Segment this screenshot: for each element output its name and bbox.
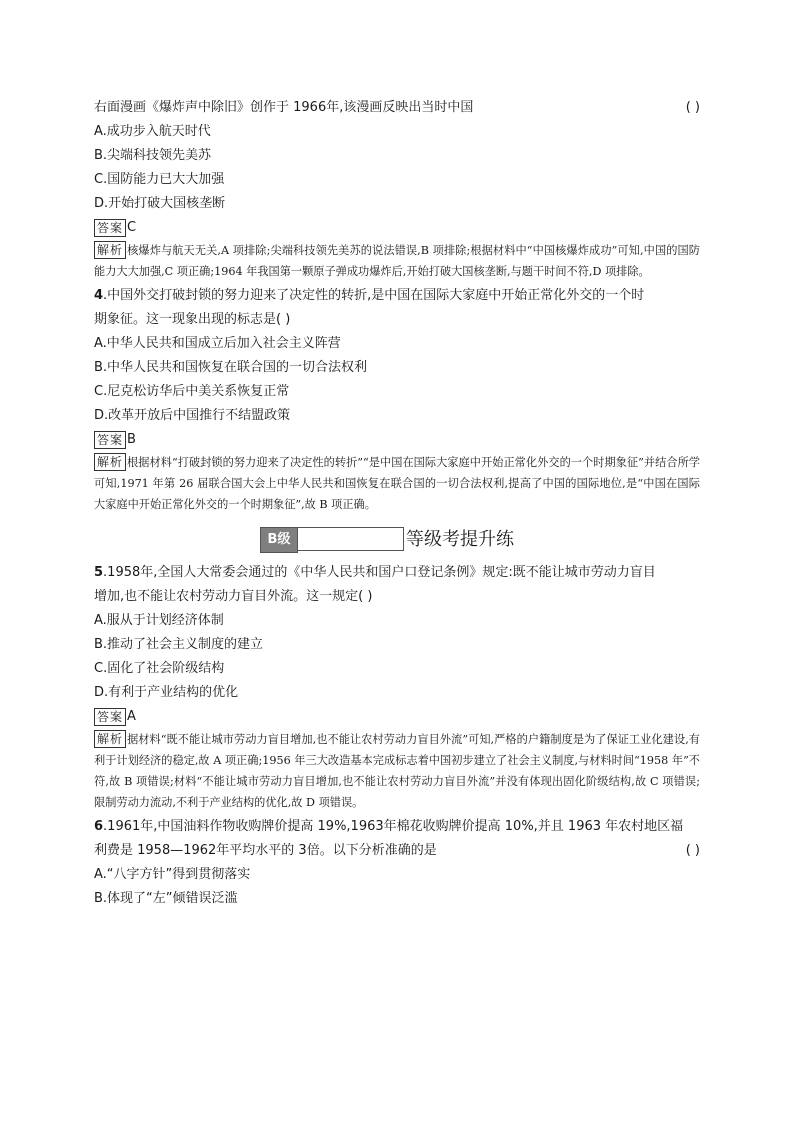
section-title: 等级考提升练 [406, 529, 514, 550]
question-6-stem-line1 [94, 815, 700, 839]
question-text: .1958年,全国人大常委会通过的《中华人民共和国户口登记条例》规定:既不能让城市劳动力盲目 [103, 565, 656, 580]
option-b: B.体现了“左”倾错误泛滥 [94, 891, 238, 906]
question-text: .中国外交打破封锁的努力迎来了决定性的转折,是中国在国际大家庭中开始正常化外交的一个时 [103, 288, 645, 303]
option-a: A.“八字方针”得到贯彻落实 [94, 867, 251, 882]
document-page [94, 96, 700, 911]
explanation-text: 根据材料“打破封锁的努力迎来了决定性的转折”“是中国在国际大家庭中开始正常化外交的一个时期象征”并结合所学可知,1971 年第 26 届联合国大会上中华人民共和国恢复在联合国的一切合法权利,提高了中国的国际地位,是“中国在国际大家庭中开始正常化外交的一个时期象征”,故 B 项正确。 [94, 456, 700, 511]
option-a: A.中华人民共和国成立后加入社会主义阵营 [94, 336, 341, 351]
explanation [94, 240, 700, 282]
option-a: A.服从于计划经济体制 [94, 613, 224, 628]
question-number: 4 [94, 288, 104, 303]
explanation [94, 452, 700, 515]
explanation-text: 核爆炸与航天无关,A 项排除;尖端科技领先美苏的说法错误,B 项排除;根据材料中“中国核爆炸成功”可知,中国的国防能力大大加强,C 项正确;1964 年我国第一颗原子弹成功爆炸后,开始打破大国核垄断,与题干时间不符,D 项排除。 [94, 244, 700, 278]
question-text: 右面漫画《爆炸声中除旧》创作于 1966年,该漫画反映出当时中国 [94, 100, 474, 115]
answer-tag: 答案 [94, 708, 126, 726]
explanation-tag: 解析 [94, 241, 126, 259]
answer-row [94, 428, 700, 452]
option-b: B.中华人民共和国恢复在联合国的一切合法权利 [94, 360, 368, 375]
question-text: .1961年,中国油料作物收购牌价提高 19%,1963年棉花收购牌价提高 10%,并且 1963 年农村地区福 [103, 819, 684, 834]
answer-value: C [127, 220, 137, 235]
level-badge: B级 [260, 527, 298, 553]
option-c: C.固化了社会阶级结构 [94, 661, 225, 676]
option-a: A.成功步入航天时代 [94, 124, 211, 139]
question-number: 6 [94, 819, 104, 834]
answer-blank: ( ) [685, 843, 700, 858]
question-number: 5 [94, 565, 104, 580]
question-5-stem-line1 [94, 561, 700, 585]
explanation [94, 729, 700, 813]
banner-frame [297, 527, 404, 551]
question-4-stem-line1 [94, 284, 700, 308]
question-6-stem-line2 [94, 839, 700, 863]
answer-value: B [127, 432, 136, 447]
answer-row [94, 216, 700, 240]
explanation-tag: 解析 [94, 730, 126, 748]
option-d: D.开始打破大国核垄断 [94, 196, 226, 211]
question-4-stem-line2: 期象征。这一现象出现的标志是( ) [94, 312, 291, 327]
explanation-tag: 解析 [94, 453, 126, 471]
answer-tag: 答案 [94, 219, 126, 237]
option-d: D.有利于产业结构的优化 [94, 685, 239, 700]
option-d: D.改革开放后中国推行不结盟政策 [94, 408, 291, 423]
answer-tag: 答案 [94, 431, 126, 449]
explanation-text: 据材料“既不能让城市劳动力盲目增加,也不能让农村劳动力盲目外流”可知,严格的户籍制度是为了保证工业化建设,有利于计划经济的稳定,故 A 项正确;1956 年三大改造基本完成标志着中国初步建立了社会主义制度,与材料时间“1958 年”不符,故 B 项错误;材料“不能让城市劳动力盲目增加,也不能让农村劳动力盲目外流”并没有体现出固化阶级结构,故 C 项错误;限制劳动力流动,不利于产业结构的优化,故 D 项错误。 [94, 733, 700, 809]
option-c: C.国防能力已大大加强 [94, 172, 225, 187]
section-banner [94, 523, 700, 555]
question-3-stem [94, 96, 700, 120]
answer-value: A [127, 709, 136, 724]
option-b: B.尖端科技领先美苏 [94, 148, 212, 163]
option-c: C.尼克松访华后中美关系恢复正常 [94, 384, 290, 399]
question-5-stem-line2: 增加,也不能让农村劳动力盲目外流。这一规定( ) [94, 589, 373, 604]
question-text: 利费是 1958—1962年平均水平的 3倍。以下分析准确的是 [94, 843, 437, 858]
answer-row [94, 705, 700, 729]
answer-blank: ( ) [685, 100, 700, 115]
option-b: B.推动了社会主义制度的建立 [94, 637, 264, 652]
